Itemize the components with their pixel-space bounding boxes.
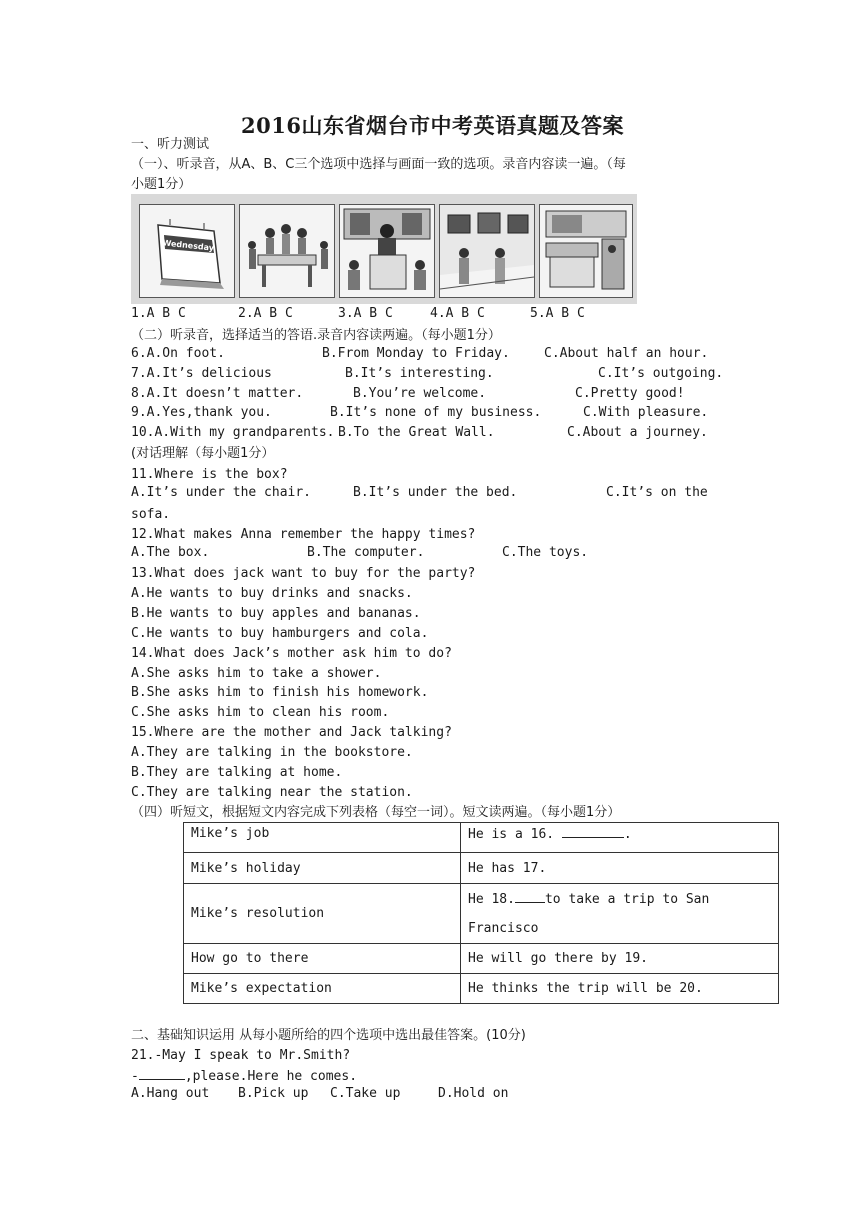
table-cell-answer: He will go there by 19. bbox=[461, 944, 779, 974]
q1-options: 1.A B C bbox=[131, 306, 186, 321]
q7-option-c: C.It’s outgoing. bbox=[598, 366, 724, 381]
picture-classroom bbox=[339, 204, 435, 298]
part2-heading: （二）听录音，选择适当的答语.录音内容读两遍。（每小题1分） bbox=[131, 328, 501, 343]
calendar-day-label: Wednesday bbox=[162, 238, 215, 253]
q13-question: 13.What does jack want to buy for the party? bbox=[131, 566, 476, 581]
q14-option-c: C.She asks him to clean his room. bbox=[131, 705, 390, 720]
q12-option-c: C.The toys. bbox=[502, 545, 589, 560]
q21-option-d: D.Hold on bbox=[438, 1086, 509, 1101]
table-cell-label: Mike’s holiday bbox=[184, 853, 461, 884]
table-row bbox=[184, 823, 779, 853]
q8-option-c: C.Pretty good! bbox=[575, 386, 685, 401]
table-cell-answer: He has 17. bbox=[461, 853, 779, 884]
q11-option-a: A.It’s under the chair. bbox=[131, 485, 312, 500]
q7-option-a: 7.A.It’s delicious bbox=[131, 366, 272, 381]
blank-18-text: He 18. bbox=[468, 891, 515, 907]
picture-office bbox=[539, 204, 633, 298]
blank-18-tail: to take a trip to San bbox=[544, 891, 710, 907]
picture-gallery bbox=[439, 204, 535, 298]
q12-option-b: B.The computer. bbox=[307, 545, 425, 560]
blank-16-tail: . bbox=[623, 827, 632, 842]
part4-heading: （四）听短文，根据短文内容完成下列表格（每空一词）。短文读两遍。（每小题1分） bbox=[131, 805, 621, 820]
q21-dash: - bbox=[131, 1069, 139, 1084]
q15-option-b: B.They are talking at home. bbox=[131, 765, 343, 780]
q3-options: 3.A B C bbox=[338, 306, 393, 321]
blank-18-tail-line2: Francisco bbox=[468, 920, 539, 936]
blank-16[interactable] bbox=[562, 824, 624, 838]
q11-question: 11.Where is the box? bbox=[131, 467, 288, 482]
q10-option-b: B.To the Great Wall. bbox=[338, 425, 495, 440]
q10-option-c: C.About a journey. bbox=[567, 425, 708, 440]
table-row bbox=[184, 944, 779, 974]
part3-heading: (对话理解（每小题1分） bbox=[131, 446, 275, 461]
page-title: 2016山东省烟台市中考英语真题及答案 bbox=[241, 113, 624, 138]
q13-option-b: B.He wants to buy apples and bananas. bbox=[131, 606, 421, 621]
q21-response bbox=[131, 1066, 357, 1086]
blank-18[interactable] bbox=[515, 889, 545, 903]
q15-option-a: A.They are talking in the bookstore. bbox=[131, 745, 413, 760]
table-cell-label: How go to there bbox=[184, 944, 461, 974]
q6-option-a: 6.A.On foot. bbox=[131, 346, 225, 361]
q9-option-c: C.With pleasure. bbox=[583, 405, 709, 420]
table-cell-answer bbox=[461, 823, 779, 853]
table-cell-answer: He thinks the trip will be 20. bbox=[461, 974, 779, 1004]
q6-option-b: B.From Monday to Friday. bbox=[322, 346, 510, 361]
q13-option-c: C.He wants to buy hamburgers and cola. bbox=[131, 626, 429, 641]
q8-option-a: 8.A.It doesn’t matter. bbox=[131, 386, 304, 401]
q5-options: 5.A B C bbox=[530, 306, 585, 321]
blank-16-text: He is a 16. bbox=[468, 827, 555, 842]
q11-option-c: C.It’s on the bbox=[606, 485, 708, 500]
q7-option-b: B.It’s interesting. bbox=[345, 366, 494, 381]
table-cell-label: Mike’s resolution bbox=[184, 884, 461, 944]
table-cell-label: Mike’s job bbox=[184, 823, 461, 853]
q21-option-a: A.Hang out bbox=[131, 1086, 210, 1101]
q2-options: 2.A B C bbox=[238, 306, 293, 321]
table-row bbox=[184, 853, 779, 884]
q10-option-a: 10.A.With my grandparents. bbox=[131, 425, 335, 440]
q4-options: 4.A B C bbox=[430, 306, 485, 321]
q21-question: 21.-May I speak to Mr.Smith? bbox=[131, 1048, 351, 1063]
q21-option-c: C.Take up bbox=[330, 1086, 401, 1101]
q21-option-b: B.Pick up bbox=[238, 1086, 309, 1101]
q14-question: 14.What does Jack’s mother ask him to do? bbox=[131, 646, 452, 661]
picture-meeting-table bbox=[239, 204, 335, 298]
q6-option-c: C.About half an hour. bbox=[544, 346, 709, 361]
q12-question: 12.What makes Anna remember the happy times? bbox=[131, 527, 476, 542]
table-cell-answer bbox=[461, 884, 779, 944]
q14-option-b: B.She asks him to finish his homework. bbox=[131, 685, 429, 700]
q12-option-a: A.The box. bbox=[131, 545, 210, 560]
blank-21[interactable] bbox=[139, 1066, 185, 1080]
q11-option-c-wrap: sofa. bbox=[131, 507, 171, 522]
table-row bbox=[184, 884, 779, 944]
q8-option-b: B.You’re welcome. bbox=[353, 386, 487, 401]
q9-option-a: 9.A.Yes,thank you. bbox=[131, 405, 272, 420]
passage-table bbox=[183, 822, 779, 1004]
q11-option-b: B.It’s under the bed. bbox=[353, 485, 518, 500]
table-row bbox=[184, 974, 779, 1004]
table-cell-label: Mike’s expectation bbox=[184, 974, 461, 1004]
picture-calendar bbox=[139, 204, 235, 298]
q9-option-b: B.It’s none of my business. bbox=[330, 405, 542, 420]
section2-heading: 二、基础知识运用 从每小题所给的四个选项中选出最佳答案。(10分) bbox=[131, 1028, 526, 1043]
q21-response-text: ,please.Here he comes. bbox=[184, 1069, 358, 1084]
q13-option-a: A.He wants to buy drinks and snacks. bbox=[131, 586, 413, 601]
section1-heading: 一、听力测试 bbox=[131, 137, 210, 152]
q14-option-a: A.She asks him to take a shower. bbox=[131, 666, 382, 681]
part1-instruction: （一）、听录音，从A、B、C三个选项中选择与画面一致的选项。录音内容读一遍。（每 bbox=[131, 157, 626, 172]
listening-pictures bbox=[131, 194, 637, 304]
part1-instruction-cont: 小题1分） bbox=[131, 177, 192, 192]
q15-option-c: C.They are talking near the station. bbox=[131, 785, 413, 800]
q15-question: 15.Where are the mother and Jack talking? bbox=[131, 725, 452, 740]
